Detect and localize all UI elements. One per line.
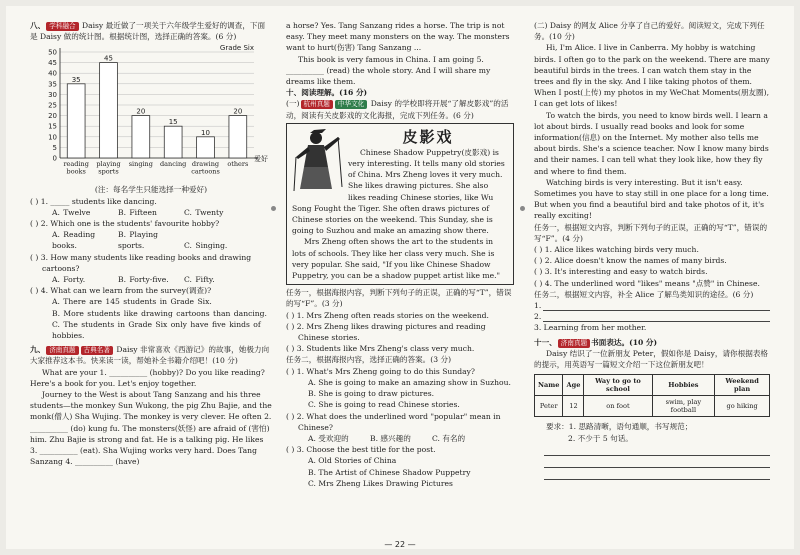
section-tag-2: 古典名著 <box>81 346 113 355</box>
alice-task-1-instruction: 任务一，根据短文内容，判断下列句子的正误，正确的写“T”，错误的写“F”。(4 分) <box>534 222 768 243</box>
table-cell: on foot <box>584 396 652 417</box>
option: C. The students in Grade Six only have five kinds of hobbies. <box>52 319 261 341</box>
shadow-puppet-illustration <box>292 127 344 193</box>
poster-title: 皮影戏 <box>402 127 454 146</box>
alice-task-1-items <box>534 244 770 289</box>
part-number: (一) <box>286 99 300 109</box>
answer-blank <box>534 311 770 322</box>
writing-requirement-2: 2. 不少于 5 句话。 <box>568 433 633 443</box>
x-tick-label: dancing <box>160 160 187 169</box>
x-tick-label: singing <box>128 160 153 169</box>
question-item <box>286 366 514 377</box>
table-header-cell: Way to go to school <box>584 375 652 396</box>
section-tag: 济南真题 <box>558 339 590 348</box>
option: C. 有名的 <box>432 433 466 443</box>
alice-task-2-instruction: 任务二，根据短文内容，补全 Alice 了解鸟类知识的途径。(6 分) <box>534 289 754 299</box>
option: C. Fifty. <box>184 275 215 285</box>
option-row <box>30 274 272 285</box>
y-tick-label: 0 <box>52 154 57 163</box>
table-header-row <box>535 375 770 396</box>
chart-note: (注：每名学生只能选择一种爱好) <box>94 185 208 195</box>
tf-statement: 2. Mrs Zheng likes drawing pictures and reading Chinese stories. <box>294 321 486 343</box>
answer-blank <box>534 300 770 311</box>
tf-statement: 3. Students like Mrs Zheng's class very much. <box>294 344 475 354</box>
answer-paren[interactable]: ( ) <box>534 278 543 288</box>
alice-paragraph-2: To watch the birds, you need to know birds well. I learn a lot about birds. I usually read books and look for some information(信息) on the Internet. My mother also tells me about birds. She's a science teacher. Now I know many birds and their names. I can tell what they look like, how they fly and where to find them. <box>534 110 769 176</box>
blank-line[interactable] <box>648 322 770 333</box>
answer-paren[interactable]: ( ) <box>534 256 543 266</box>
column-left <box>30 20 272 467</box>
tf-statement: 1. Alice likes watching birds very much. <box>542 245 699 255</box>
option-row <box>30 229 272 251</box>
page-number-value: 22 <box>394 540 406 549</box>
section-8-header <box>30 20 272 42</box>
alice-paragraph-3: Watching birds is very interesting. But it isn't easy. Sometimes you have to stay still in one place for a long time. But when you find a beautiful bird and take photos of it, it's really exciting! <box>534 177 769 221</box>
journey-paragraph-2: Journey to the West is about Tang Sanzang and his three students—the monkey Sun Wukong, the pig Zhu Bajie, and the monk(僧人) Sha Wujing. The monkey is very clever. He often 2. __________ (do) kung fu. The monsters(妖怪) are afraid of (害怕) him. Zhu Bajie is strong and fat. He is a talking pig. He likes 3. __________ (eat). Sha Wujing works very hard. Does Tang Sanzang 4. __________ (have) <box>30 390 272 467</box>
answer-paren[interactable]: ( ) <box>286 445 295 455</box>
answer-paren[interactable]: ( ) <box>286 321 295 331</box>
section-tag: 学科融合 <box>46 22 78 31</box>
y-tick-label: 45 <box>48 59 57 68</box>
section-number: 十一、 <box>534 337 557 347</box>
x-tick-label: books <box>66 167 86 176</box>
writing-line[interactable] <box>544 469 770 480</box>
question-item <box>30 218 272 229</box>
question-stem: 3. How many students like reading books and drawing cartoons? <box>38 252 252 273</box>
option: A. Twelve <box>52 207 91 217</box>
tf-item <box>286 321 514 343</box>
chart-title: Grade Six <box>219 44 254 53</box>
answer-paren[interactable]: ( ) <box>534 267 543 277</box>
part-2-header: (二) Daisy 的网友 Alice 分享了自己的爱好。阅读短文，完成下列任务。(10 分) <box>534 21 765 42</box>
table-header-cell: Hobbies <box>652 375 715 396</box>
table-cell: swim, play football <box>652 396 715 417</box>
bar-singing <box>132 116 150 158</box>
answer-paren[interactable]: ( ) <box>30 252 39 262</box>
section-10-header <box>286 87 514 98</box>
writing-line[interactable] <box>544 457 770 468</box>
tf-statement: 4. The underlined word "likes" means "点赞" in Chinese. <box>542 278 760 288</box>
writing-line[interactable] <box>544 445 770 456</box>
y-tick-label: 35 <box>48 80 57 89</box>
hobby-chart <box>30 42 272 184</box>
tf-statement: 1. Mrs Zheng often reads stories on the weekend. <box>294 310 489 320</box>
data-label: 15 <box>168 118 178 127</box>
option: B. More students like drawing cartoons than dancing. <box>52 308 267 318</box>
question-item <box>286 411 514 433</box>
table-header-cell: Age <box>563 375 584 396</box>
answer-paren[interactable]: ( ) <box>30 286 39 296</box>
bar-others <box>229 116 247 158</box>
option: A. Reading books. <box>52 230 96 251</box>
tf-item <box>534 278 770 289</box>
task-1-instruction: 任务一，根据海报内容，判断下列句子的正误，正确的写“T”，错误的写“F”。(3 分) <box>286 288 512 309</box>
poster-paragraph-2: Mrs Zheng often shows the art to the students in lots of schools. They like her class very much. She is very popular. She said, "If you like Chinese Shadow Puppetry, you can be a shadow puppet artist like me." <box>292 237 501 281</box>
question-stem: 2. Which one is the students' favourite hobby? <box>38 219 220 229</box>
option: B. The Artist of Chinese Shadow Puppetry <box>308 467 471 477</box>
data-label: 45 <box>104 55 113 64</box>
bar-reading-books <box>67 84 85 158</box>
bar-dancing <box>164 127 182 159</box>
data-label: 20 <box>233 108 243 117</box>
x-tick-label: drawing <box>191 160 220 169</box>
section-number: 九、 <box>30 345 46 355</box>
x-tick-label: playing <box>96 160 121 169</box>
section-8-questions <box>30 196 272 342</box>
bar-drawing-cartoons <box>197 137 215 158</box>
data-label: 10 <box>201 129 210 138</box>
answer-paren[interactable]: ( ) <box>286 366 295 376</box>
table-cell: 12 <box>563 396 584 417</box>
option: B. 感兴趣的 <box>370 433 411 443</box>
question-item <box>30 252 272 274</box>
journey-paragraph-continued: a horse? Yes. Tang Sanzang rides a horse. The trip is not easy. They meet many monsters on the way. The monsters want to hurt(伤害) Tang Sanzang ... <box>286 21 510 53</box>
answer-paren[interactable]: ( ) <box>286 344 295 354</box>
option: B. Forty-five. <box>118 275 169 285</box>
blank-line[interactable] <box>543 300 770 311</box>
section-number: 十、 <box>286 88 302 98</box>
option: A. There are 145 students in Grade Six. <box>52 297 212 307</box>
option: C. Singing. <box>184 241 228 251</box>
part-tag-2: 中华文化 <box>335 100 367 109</box>
y-tick-label: 15 <box>48 123 57 132</box>
y-tick-label: 10 <box>48 133 57 142</box>
option-row <box>30 296 272 341</box>
binding-hole <box>271 206 276 211</box>
question-stem: 1. _____ students like dancing. <box>38 196 157 206</box>
table-cell: go hiking <box>715 396 770 417</box>
x-tick-label: reading <box>63 160 89 169</box>
part-1-header <box>286 98 514 120</box>
part-intro: Daisy 的学校即将开展“了解皮影戏”的活动，阅读有关皮影戏的文化海报，完成下列任务。(6 分) <box>286 99 509 120</box>
section-tag-1: 济南真题 <box>46 346 78 355</box>
part-tag-1: 杭州真题 <box>301 100 333 109</box>
blank-line[interactable] <box>543 311 770 322</box>
option: C. Mrs Zheng Likes Drawing Pictures <box>308 478 453 488</box>
option-row <box>286 377 514 411</box>
answer-paren[interactable]: ( ) <box>286 310 295 320</box>
x-tick-label: sports <box>98 167 119 176</box>
x-axis-label: 爱好 <box>254 155 268 164</box>
tf-statement: 2. Alice doesn't know the names of many birds. <box>542 256 727 266</box>
section-11-intro: Daisy 结识了一位新朋友 Peter，假如你是 Daisy，请你根据表格的提示，用英语写一篇短文介绍一下这位新朋友吧！ <box>534 348 769 370</box>
option-row <box>286 433 514 444</box>
data-label: 20 <box>136 108 146 117</box>
option-row <box>286 455 514 489</box>
question-stem: 1. What's Mrs Zheng going to do this Sunday? <box>294 366 475 376</box>
answer-blank <box>534 322 770 333</box>
section-title: 书面表达。(10 分) <box>591 337 658 347</box>
answer-paren[interactable]: ( ) <box>30 196 39 206</box>
option: A. Old Stories of China <box>308 456 397 466</box>
question-stem: 2. What does the underlined word "popular" mean in Chinese? <box>294 411 501 432</box>
question-item <box>30 196 272 207</box>
y-tick-label: 50 <box>48 48 57 57</box>
option: A. She is going to make an amazing show in Suzhou. <box>308 377 511 387</box>
table-header-cell: Name <box>535 375 563 396</box>
worksheet-page <box>6 6 794 549</box>
column-right <box>534 20 770 481</box>
table-cell: Peter <box>535 396 563 417</box>
question-item <box>286 444 514 455</box>
blank-number: 3. Learning from her mother. <box>534 323 647 333</box>
bar-chart-svg <box>30 42 272 184</box>
tf-statement: 3. It's interesting and easy to watch birds. <box>542 267 708 277</box>
poster-paragraph-1: Chinese Shadow Puppetry(皮影戏) is very interesting. It tells many old stories of China. Mrs Zheng loves it very much. She likes drawing pictures. She also likes reading Chinese stories, like Wu Song Fought the Tiger. She often draws pictures of Chinese stories on the weekend. This Sunday, she is going to Suzhou and make an amazing show there. <box>292 147 505 236</box>
task-2-instruction: 任务二，根据海报内容，选择正确的答案。(3 分) <box>286 355 452 365</box>
column-middle <box>286 20 514 489</box>
task-2-items <box>286 366 514 489</box>
answer-paren[interactable]: ( ) <box>286 411 295 421</box>
table-row <box>535 396 770 417</box>
section-intro: Daisy 非常喜欢《西游记》的故事，她极力向大家推荐这本书。快来读一读，帮她补全书籍介绍吧！(10 分) <box>30 345 270 366</box>
alice-task-2-blanks <box>534 300 770 334</box>
option: C. She is going to read Chinese stories. <box>308 400 460 410</box>
option-row <box>30 207 272 218</box>
binding-hole <box>520 206 525 211</box>
x-tick-label: cartoons <box>191 167 220 176</box>
x-tick-label: others <box>227 160 249 169</box>
tf-item <box>286 343 514 354</box>
page-number: — 22 — <box>384 540 416 549</box>
section-number: 八、 <box>30 21 46 30</box>
data-label: 35 <box>71 76 81 85</box>
y-tick-label: 25 <box>48 101 57 110</box>
option: B. Fifteen <box>118 207 157 217</box>
option: A. 受欢迎的 <box>308 433 349 443</box>
section-title: 阅读理解。(16 分) <box>301 88 368 98</box>
question-stem: 4. What can we learn from the survey(调查)? <box>38 286 212 296</box>
task-1-items <box>286 310 514 355</box>
shadow-puppet-poster <box>286 123 514 285</box>
y-tick-label: 20 <box>48 112 57 121</box>
section-intro: Daisy 最近做了一项关于六年级学生爱好的调查，下面是 Daisy 做的统计图。根据统计图，选择正确的答案。(6 分) <box>30 21 266 42</box>
y-tick-label: 30 <box>48 91 57 100</box>
tf-item <box>286 310 514 321</box>
bar-playing-sports <box>100 63 118 158</box>
peter-info-table <box>534 374 770 417</box>
alice-paragraph-1: Hi, I'm Alice. I live in Canberra. My hobby is watching birds. I often go to the park on the weekend. There are many beautiful birds in the trees. I can watch them stay in the trees and fly in the sky. And I like taking photos of them. When I post(上传) my photos in my WeChat Moments(朋友圈), I can get lots of likes! <box>534 43 770 109</box>
y-tick-label: 5 <box>52 144 57 153</box>
writing-requirement-1: 要求：1. 思路清晰，语句通顺，书写规范； <box>546 422 693 432</box>
answer-paren[interactable]: ( ) <box>30 219 39 229</box>
tf-item <box>534 266 770 277</box>
answer-paren[interactable]: ( ) <box>534 245 543 255</box>
question-item <box>30 285 272 296</box>
y-tick-label: 40 <box>48 70 57 79</box>
option: C. Twenty <box>184 207 224 217</box>
section-9-header <box>30 344 272 366</box>
journey-paragraph-end: This book is very famous in China. I am going 5. __________ (read) the whole story. And I will share my dreams like them. <box>286 54 491 87</box>
option: B. Playing sports. <box>118 230 158 251</box>
blank-number: 1. <box>534 301 542 311</box>
journey-paragraph-1: What are your 1. __________ (hobby)? Do you like reading? Here's a book for you. Let's enjoy together. <box>30 367 265 388</box>
tf-item <box>534 244 770 255</box>
tf-item <box>534 255 770 266</box>
table-header-cell: Weekend plan <box>715 375 770 396</box>
option: A. Forty. <box>52 275 86 285</box>
option: B. She is going to draw pictures. <box>308 389 435 399</box>
section-11-header <box>534 337 770 348</box>
blank-number: 2. <box>534 312 542 322</box>
question-stem: 3. Choose the best title for the post. <box>294 445 436 455</box>
